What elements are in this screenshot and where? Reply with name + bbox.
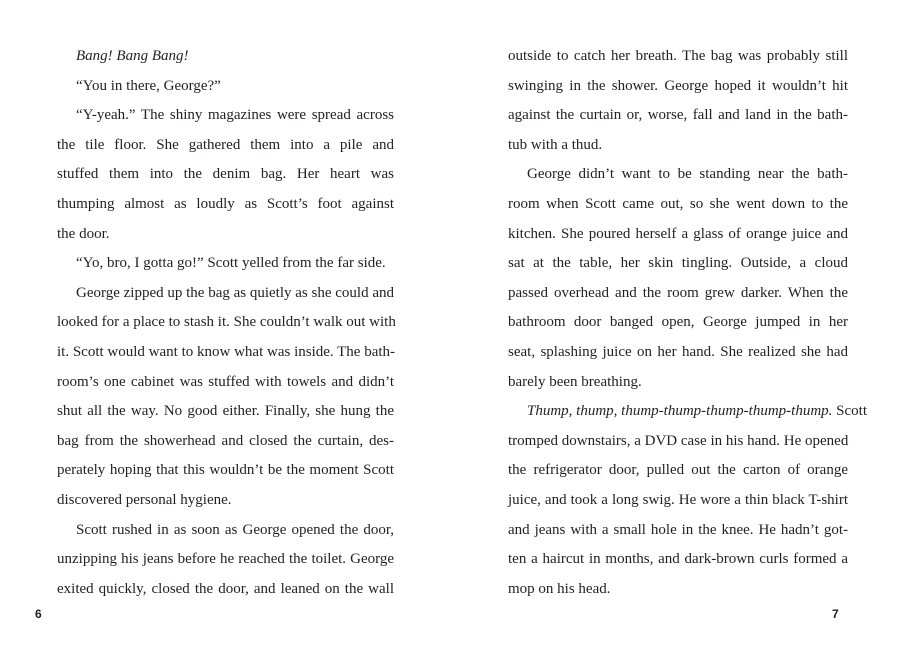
text-line: ten a haircut in months, and dark-brown curls formed a bbox=[508, 551, 848, 568]
text-segment: Scott bbox=[832, 403, 867, 420]
text-line: “You in there, George?” bbox=[76, 77, 221, 94]
text-line: swinging in the shower. George hoped it wouldn’t hit bbox=[508, 77, 848, 94]
left-page bbox=[35, 0, 396, 654]
text-line: passed overhead and the room grew darker. When the bbox=[508, 284, 848, 301]
text-line: perately hoping that this wouldn’t be the moment Scott bbox=[57, 462, 394, 479]
text-line: seat, splashing juice on her hand. She realized she had bbox=[508, 344, 848, 360]
text-line: “Y-yeah.” The shiny magazines were spread across bbox=[76, 107, 394, 124]
text-line: tub with a thud. bbox=[508, 136, 603, 153]
text-line: George zipped up the bag as quietly as she could and bbox=[76, 284, 394, 301]
text-line: barely been breathing. bbox=[508, 373, 642, 390]
text-line: against the curtain or, worse, fall and land in the bath- bbox=[508, 107, 848, 124]
text-line: it. Scott would want to know what was inside. The bath- bbox=[57, 344, 396, 360]
text-line: the door. bbox=[57, 225, 110, 242]
text-line bbox=[508, 401, 867, 421]
text-line: outside to catch her breath. The bag was probably still bbox=[508, 48, 848, 64]
text-line: kitchen. She poured herself a glass of orange juice and bbox=[508, 225, 848, 242]
text-line: thumping almost as loudly as Scott’s foot against bbox=[57, 196, 394, 212]
text-line: Scott rushed in as soon as George opened the door, bbox=[76, 521, 394, 538]
right-page bbox=[508, 0, 867, 654]
text-line: tromped downstairs, a DVD case in his hand. He opened bbox=[508, 432, 849, 449]
text-line: the tile floor. She gathered them into a pile and bbox=[57, 136, 394, 153]
page-number: 7 bbox=[832, 607, 839, 621]
text-line: “Yo, bro, I gotta go!” Scott yelled from the far side. bbox=[76, 255, 386, 272]
text-line: discovered personal hygiene. bbox=[57, 492, 232, 508]
text-line: sat at the table, her skin tingling. Outside, a cloud bbox=[508, 255, 848, 272]
text-line: room when Scott came out, so she went down to the bbox=[508, 196, 848, 212]
text-line: exited quickly, closed the door, and leaned on the wall bbox=[57, 580, 394, 597]
text-line: juice, and took a long swig. He wore a thin black T-shirt bbox=[508, 492, 848, 508]
page-number: 6 bbox=[35, 607, 42, 621]
text-line: stuffed them into the denim bag. Her heart was bbox=[57, 166, 394, 183]
text-line: the refrigerator door, pulled out the carton of orange bbox=[508, 462, 848, 479]
text-line: bathroom door banged open, George jumped in her bbox=[508, 314, 848, 331]
text-line: looked for a place to stash it. She couldn’t walk out with bbox=[57, 314, 396, 331]
text-line: and jeans with a small hole in the knee. He hadn’t got- bbox=[508, 521, 848, 538]
text-line: room’s one cabinet was stuffed with towels and didn’t bbox=[57, 373, 394, 390]
text-line: bag from the showerhead and closed the curtain, des- bbox=[57, 432, 394, 449]
text-line: unzipping his jeans before he reached the toilet. George bbox=[57, 551, 394, 568]
text-line: Bang! Bang Bang! bbox=[76, 48, 189, 64]
text-line: shut all the way. No good either. Finally, she hung the bbox=[57, 403, 394, 420]
text-line: mop on his head. bbox=[508, 580, 611, 597]
italic-text: Thump, thump, thump-thump-thump-thump-thump. bbox=[527, 403, 833, 420]
text-line: George didn’t want to be standing near the bath- bbox=[527, 166, 848, 183]
